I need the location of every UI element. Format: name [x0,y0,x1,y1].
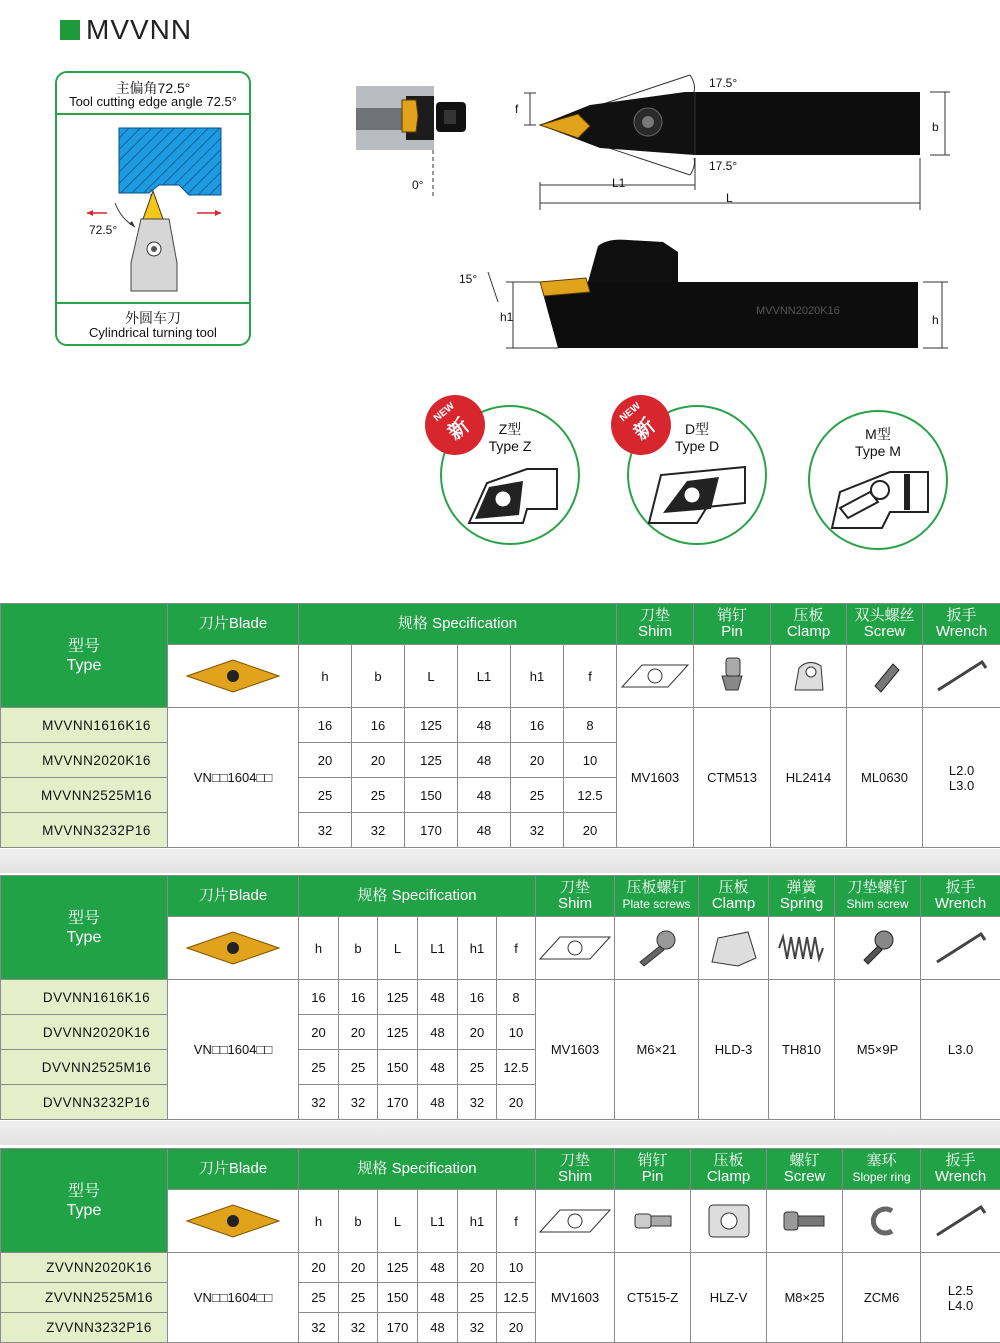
table-cell: f [497,1190,536,1253]
table-cell: 20 [458,1015,497,1050]
sloper-ring-value: ZCM6 [843,1253,921,1343]
spring-value: TH810 [769,980,835,1120]
part-header-pin: 销钉 Pin [694,604,771,645]
zvvnn-spec-table [0,1148,1000,1343]
screw-value: M8×25 [767,1253,843,1343]
type-d-new-badge: NEW 新 [599,383,684,468]
type-row-1: ZVVNN2020K16 [1,1253,168,1283]
table-cell: 125 [378,980,418,1015]
tool-name-en: Cylindrical turning tool [89,325,217,340]
shim-icon [536,917,615,980]
shim-icon [536,1190,615,1253]
mvvnn-spec-table [0,603,1000,848]
table-cell: 150 [378,1283,418,1313]
wrench-value: L2.0 L3.0 [923,708,1000,848]
insert-code: VN□□1604□□ [168,708,299,848]
part-header-wrench: 扳手 Wrench [921,876,1000,917]
table-cell: 16 [458,980,497,1015]
table-cell: h [299,917,339,980]
table-cell: b [339,1190,378,1253]
tool-side-view [478,232,948,356]
type-row-3: ZVVNN3232P16 [1,1313,168,1343]
part-header-shim: 刀垫 Shim [617,604,694,645]
table-cell: 12.5 [564,778,617,813]
table-cell: 125 [405,743,458,778]
spring-icon [769,917,835,980]
table-cell: 25 [511,778,564,813]
blade-insert-image [168,917,299,980]
blade-header: 刀片Blade [168,1149,299,1190]
spec-header: 规格 Specification [299,876,536,917]
spec-col-L1: L1 [458,645,511,708]
part-header-pin: 销钉 Pin [615,1149,691,1190]
clamp-icon [691,1190,767,1253]
table-cell: 20 [497,1313,536,1343]
table-cell: h1 [458,1190,497,1253]
type-row-1: DVVNN1616K16 [1,980,168,1015]
part-header-clamp: 压板 Clamp [771,604,847,645]
table-cell: 125 [378,1253,418,1283]
type-row-4: DVVNN3232P16 [1,1085,168,1120]
table-cell: 20 [511,743,564,778]
table-cell: 48 [458,708,511,743]
table-cell: 25 [299,778,352,813]
spec-header: 规格 Specification [299,1149,536,1190]
tool-top-view [520,70,960,215]
wrench-icon [921,1190,1000,1253]
table-cell: 16 [352,708,405,743]
type-m-en: Type M [855,443,901,459]
table-cell: 48 [418,1015,458,1050]
dim-b: b [932,120,939,134]
table-cell: 20 [299,1253,339,1283]
part-header-wrench: 扳手 Wrench [923,604,1000,645]
pin-value: CTM513 [694,708,771,848]
table-cell: 10 [497,1253,536,1283]
table-cell: 20 [458,1253,497,1283]
spec-header: 规格 Specification [299,604,617,645]
blade-header: 刀片Blade [168,876,299,917]
table-cell: 48 [418,1050,458,1085]
part-header-shim: 刀垫 Shim [536,876,615,917]
table-cell: 32 [458,1085,497,1120]
table-cell: 16 [299,980,339,1015]
clamp-icon [771,645,847,708]
table-cell: 25 [299,1283,339,1313]
part-header-clamp: 压板 Clamp [699,876,769,917]
type-m-circle [808,410,948,550]
type-d-icon [647,463,752,525]
dim-L: L [726,191,733,205]
table-cell: b [339,917,378,980]
table-cell: f [497,917,536,980]
part-header-wrench: 扳手 Wrench [921,1149,1000,1190]
screw-icon [767,1190,843,1253]
shim-screw-value: M5×9P [835,980,921,1120]
zero-degree-label: 0° [412,178,424,192]
part-header-shim-screw: 刀垫螺钉 Shim screw [835,876,921,917]
table-cell: 12.5 [497,1050,536,1085]
table-cell: h1 [458,917,497,980]
plate-screw-value: M6×21 [615,980,699,1120]
table-cell: 20 [564,813,617,848]
spec-col-h1: h1 [511,645,564,708]
spec-col-b: b [352,645,405,708]
type-row-2: ZVVNN2525M16 [1,1283,168,1313]
table-cell: 48 [418,1313,458,1343]
pin-value: CT515-Z [615,1253,691,1343]
table-cell: 48 [418,980,458,1015]
table-cell: 10 [564,743,617,778]
pin-icon [615,1190,691,1253]
table-cell: 48 [458,778,511,813]
shim-screw-icon [835,917,921,980]
cutting-angle-diagram [77,123,233,299]
shim-icon [617,645,694,708]
shim-value: MV1603 [536,1253,615,1343]
angle-title-en: Tool cutting edge angle 72.5° [69,94,237,109]
dim-L1: L1 [612,176,626,190]
part-header-screw: 双头螺丝 Screw [847,604,923,645]
type-z-en: Type Z [488,438,532,454]
clamp-value: HL2414 [771,708,847,848]
pin-icon [694,645,771,708]
type-row-3: DVVNN2525M16 [1,1050,168,1085]
dvvnn-spec-table [0,875,1000,1120]
type-row-3: MVVNN2525M16 [1,778,168,813]
spec-col-h: h [299,645,352,708]
clamp-value: HLZ-V [691,1253,767,1343]
insert-code: VN□□1604□□ [168,980,299,1120]
wrench-value: L2.5 L4.0 [921,1253,1000,1343]
table-cell: L [378,1190,418,1253]
type-d-en: Type D [674,438,720,454]
table-cell: 32 [458,1313,497,1343]
tool-name-cn: 外圆车刀 [125,310,181,326]
spec-col-L: L [405,645,458,708]
table-cell: 16 [511,708,564,743]
upper-clearance-angle: 17.5° [709,76,738,90]
table-cell: 32 [339,1313,378,1343]
angle-label: 72.5° [89,223,118,237]
type-z-new-badge: NEW 新 [413,383,498,468]
type-header: 型号 Type [1,604,168,708]
section-divider-2 [0,1121,1000,1145]
table-cell: 48 [418,1253,458,1283]
part-header-clamp: 压板 Clamp [691,1149,767,1190]
table-cell: 150 [378,1050,418,1085]
type-z-cn: Z型 [498,421,522,437]
double-screw-icon [847,645,923,708]
table-cell: h [299,1190,339,1253]
sloper-ring-icon [843,1190,921,1253]
type-row-1: MVVNN1616K16 [1,708,168,743]
table-cell: 48 [418,1085,458,1120]
shank-marking: MVVNN2020K16 [756,305,840,317]
shim-value: MV1603 [536,980,615,1120]
table-cell: 16 [299,708,352,743]
type-d-cn: D型 [684,421,710,437]
lower-clearance-angle: 17.5° [709,159,738,173]
table-cell: 20 [339,1253,378,1283]
table-cell: 20 [299,1015,339,1050]
table-cell: 48 [418,1283,458,1313]
cutting-angle-box [55,71,251,346]
type-row-2: DVVNN2020K16 [1,1015,168,1050]
table-cell: L1 [418,1190,458,1253]
table-cell: 32 [511,813,564,848]
spec-col-f: f [564,645,617,708]
clamp-value: HLD-3 [699,980,769,1120]
page-title: MVVNN [86,14,193,45]
type-header: 型号 Type [1,876,168,980]
table-cell: 25 [339,1283,378,1313]
dim-h1: h1 [500,310,514,324]
wrench-icon [923,645,1000,708]
type-row-4: MVVNN3232P16 [1,813,168,848]
part-header-sloper-ring: 塞环 Sloper ring [843,1149,921,1190]
table-cell: 25 [458,1283,497,1313]
table-cell: 32 [299,813,352,848]
table-cell: 32 [299,1313,339,1343]
type-header: 型号 Type [1,1149,168,1253]
type-m-cn: M型 [865,426,891,442]
info-divider-top [57,113,249,115]
table-cell: 125 [378,1015,418,1050]
section-divider-1 [0,849,1000,873]
table-cell: 48 [458,813,511,848]
table-cell: 32 [339,1085,378,1120]
zero-degree-line [428,150,438,196]
table-cell: 8 [497,980,536,1015]
table-cell: 48 [458,743,511,778]
part-header-plate-screws: 压板螺钉 Plate screws [615,876,699,917]
table-cell: 16 [339,980,378,1015]
table-cell: 12.5 [497,1283,536,1313]
table-cell: 32 [299,1085,339,1120]
table-cell: 25 [458,1050,497,1085]
table-cell: 20 [299,743,352,778]
wrench-icon [921,917,1000,980]
angle-title-cn: 主偏角72.5° [115,80,191,96]
part-header-screw: 螺钉 Screw [767,1149,843,1190]
table-cell: 20 [339,1015,378,1050]
type-m-icon [830,468,932,530]
screw-value: ML0630 [847,708,923,848]
table-cell: 25 [352,778,405,813]
part-header-spring: 弹簧 Spring [769,876,835,917]
table-cell: 20 [352,743,405,778]
plate-screw-icon [615,917,699,980]
type-z-icon [467,465,562,525]
table-cell: 150 [405,778,458,813]
table-cell: L1 [418,917,458,980]
clamp-icon [699,917,769,980]
dim-h: h [932,313,939,327]
dim-f: f [515,102,519,116]
part-header-shim: 刀垫 Shim [536,1149,615,1190]
table-cell: 25 [299,1050,339,1085]
tool-head-photo [356,86,476,150]
side-angle-label: 15° [459,272,478,286]
insert-code: VN□□1604□□ [168,1253,299,1343]
table-cell: 170 [378,1085,418,1120]
title-marker [60,20,80,40]
table-cell: 170 [405,813,458,848]
blade-insert-image [168,1190,299,1253]
table-cell: 20 [497,1085,536,1120]
shim-value: MV1603 [617,708,694,848]
table-cell: 125 [405,708,458,743]
blade-insert-image [168,645,299,708]
table-cell: 10 [497,1015,536,1050]
info-divider-bottom [57,302,249,304]
table-cell: L [378,917,418,980]
table-cell: 32 [352,813,405,848]
table-cell: 170 [378,1313,418,1343]
wrench-value: L3.0 [921,980,1000,1120]
blade-header: 刀片Blade [168,604,299,645]
table-cell: 8 [564,708,617,743]
type-row-2: MVVNN2020K16 [1,743,168,778]
table-cell: 25 [339,1050,378,1085]
